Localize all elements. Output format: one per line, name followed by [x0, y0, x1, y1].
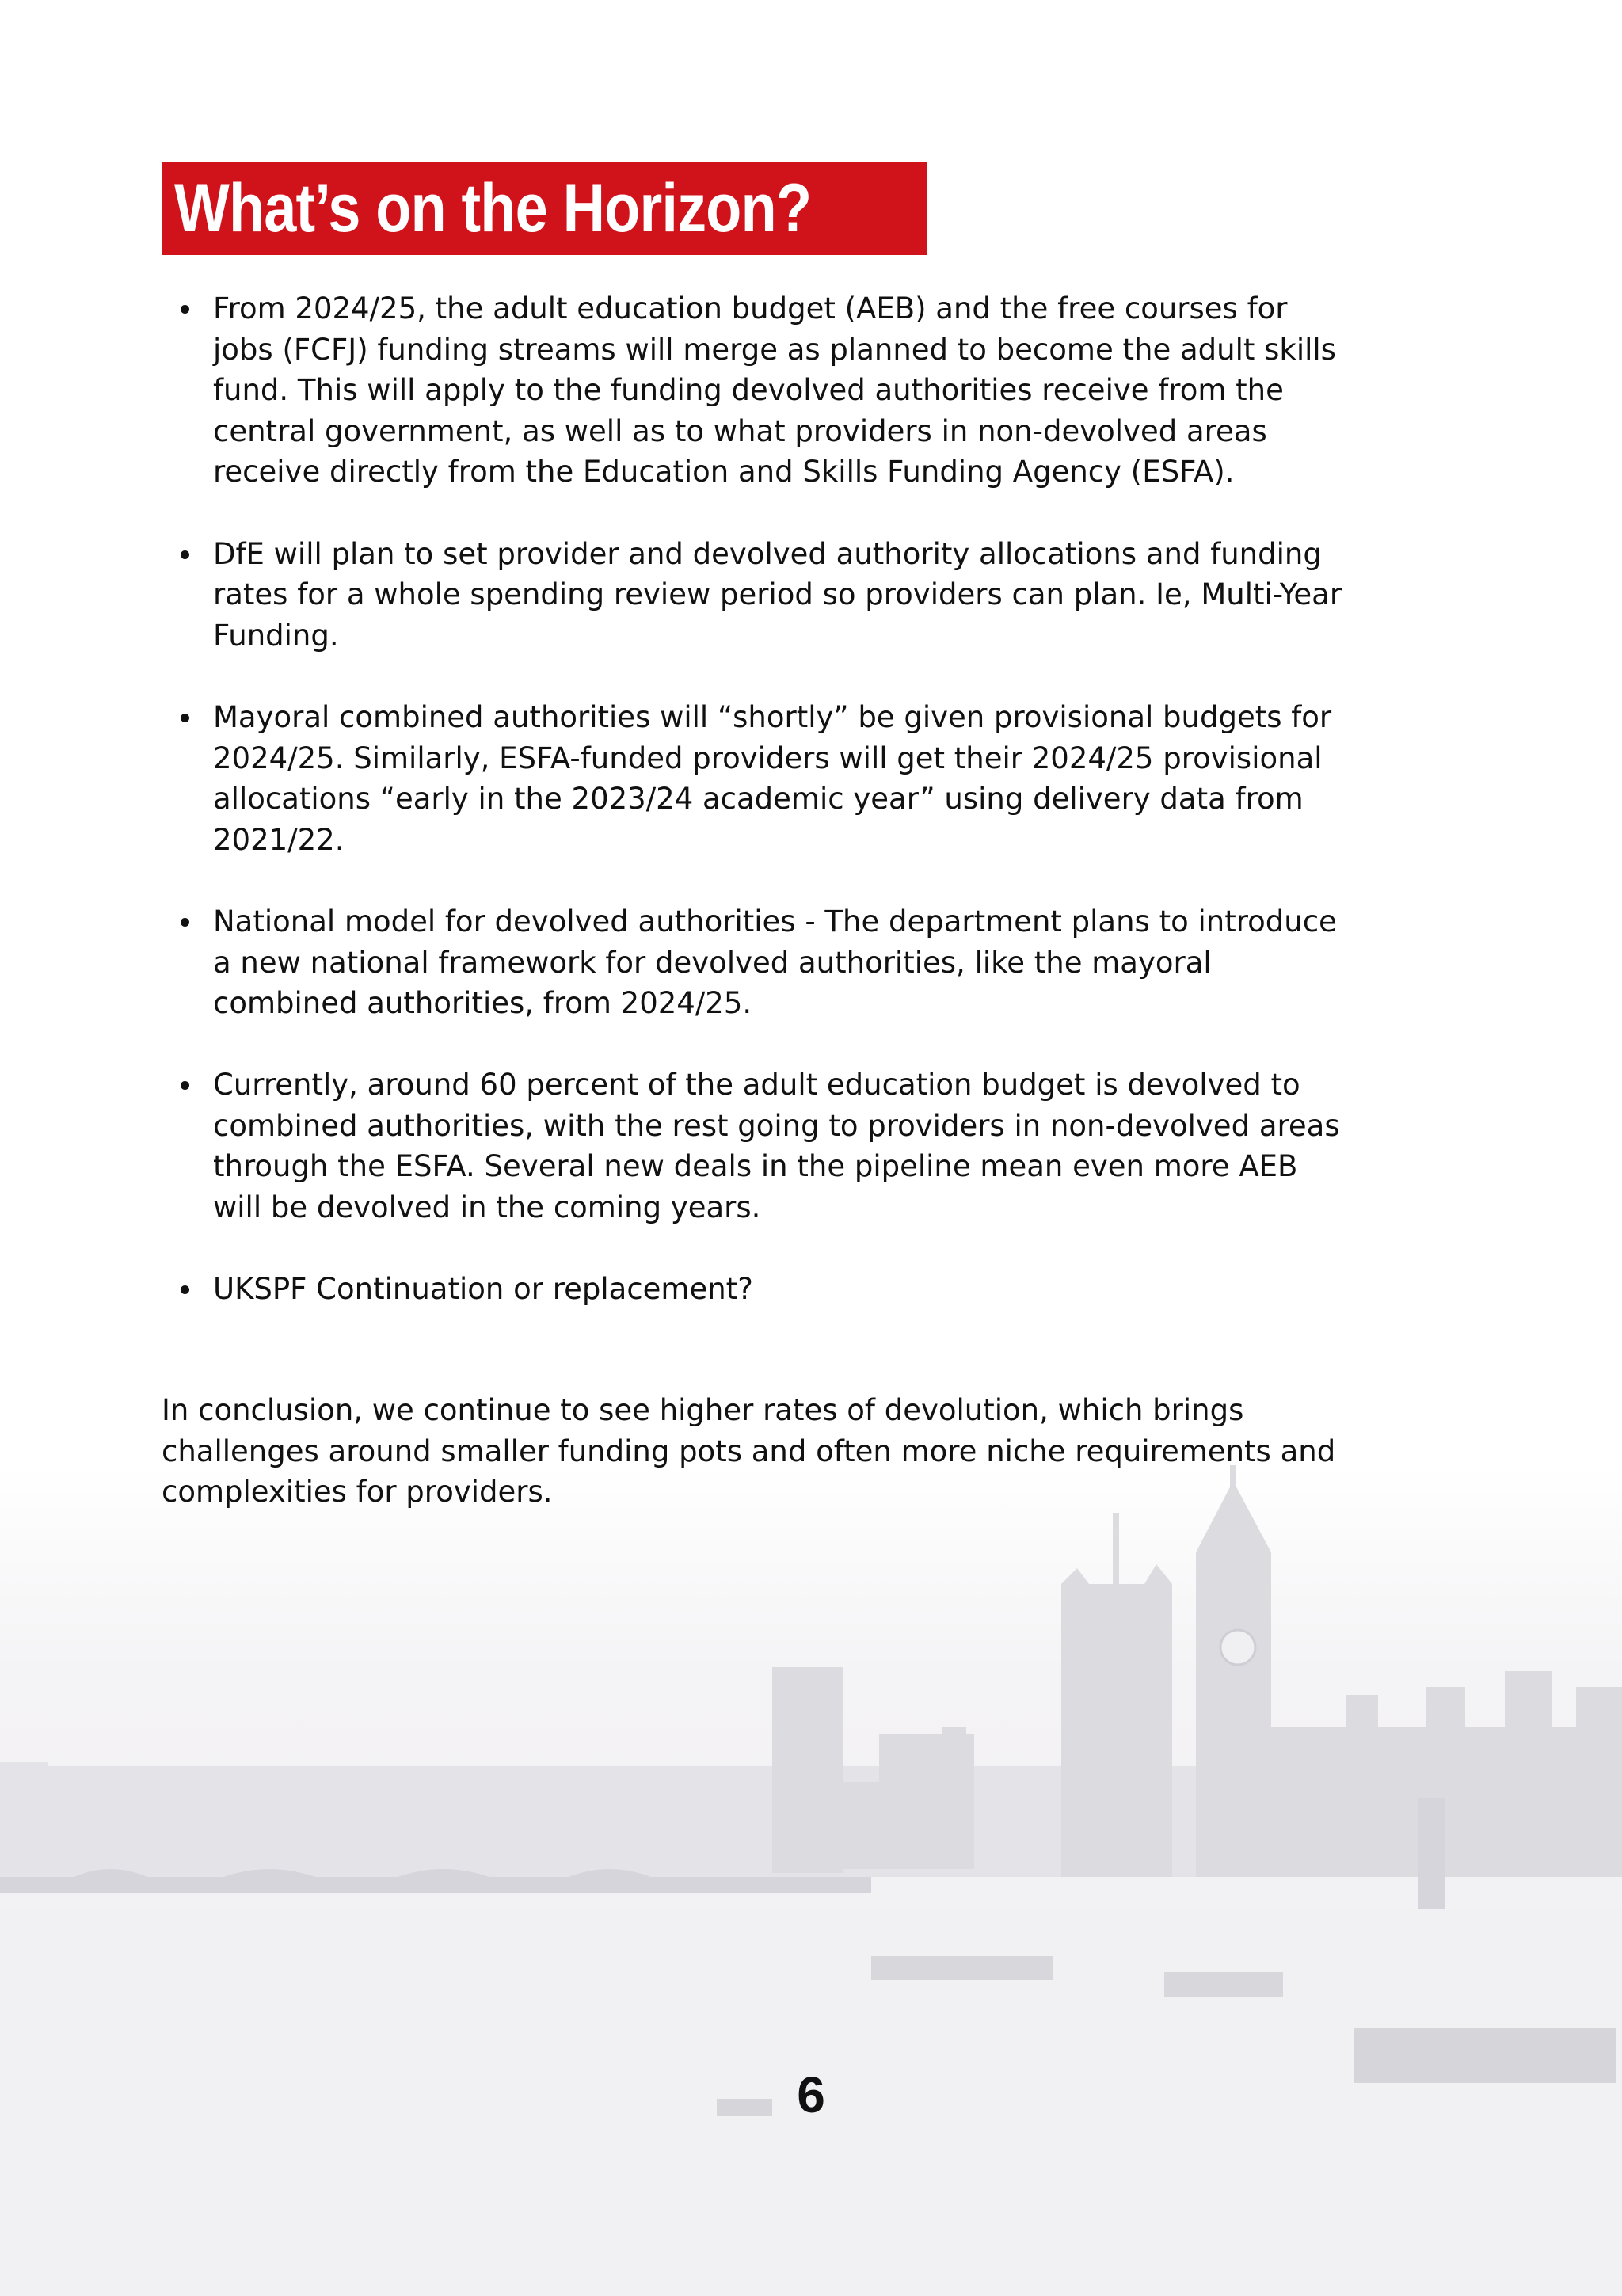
bullet-icon — [181, 305, 189, 314]
list-item-text: Currently, around 60 percent of the adult education budget is devolved to combined authorities, with the rest going to providers in non-devolved areas through the ESFA. Several new deals in the pipeline mean even more AEB will be devolved in the coming years. — [213, 1068, 1340, 1225]
list-item-text: DfE will plan to set provider and devolved authority allocations and funding rates for a whole spending review period so providers can plan. Ie, Multi-Year Funding. — [213, 536, 1342, 653]
bullet-icon — [181, 1285, 189, 1294]
list-item-text: National model for devolved authorities - The department plans to introduce a new national framework for devolved authorities, like the mayoral combined authorities, from 2024/25. — [213, 904, 1337, 1021]
conclusion-paragraph: In conclusion, we continue to see higher rates of devolution, which brings challenges around smaller funding pots and often more niche requirements and complexities for providers. — [162, 1393, 1336, 1510]
section-heading-banner — [162, 162, 927, 255]
list-item-text: UKSPF Continuation or replacement? — [213, 1272, 753, 1307]
page-title: What’s on the Horizon? — [174, 170, 812, 246]
bullet-icon — [181, 918, 189, 927]
bullet-icon — [181, 550, 189, 559]
list-item — [162, 288, 1350, 493]
list-item — [162, 1269, 1350, 1310]
horizon-bullet-list — [162, 288, 1350, 1350]
list-item — [162, 1064, 1350, 1228]
list-item-text: From 2024/25, the adult education budget (AEB) and the free courses for jobs (FCFJ) funding streams will merge as planned to become the adult skills fund. This will apply to the funding devolved authorities receive from the central government, as well as to what providers in non-devolved areas receive directly from the Education and Skills Funding Agency (ESFA). — [213, 291, 1336, 489]
list-item-text: Mayoral combined authorities will “shortly” be given provisional budgets for 2024/25. Similarly, ESFA-funded providers will get their 2024/25 provisional allocations “early in the 2023/24 academic year” using delivery data from 2021/22. — [213, 699, 1332, 857]
page-number: 6 — [797, 2066, 825, 2123]
bullet-icon — [181, 1081, 189, 1090]
list-item — [162, 697, 1350, 860]
list-item — [162, 901, 1350, 1024]
london-skyline-background-image — [0, 1465, 1622, 2296]
bullet-icon — [181, 714, 189, 722]
list-item — [162, 534, 1350, 657]
